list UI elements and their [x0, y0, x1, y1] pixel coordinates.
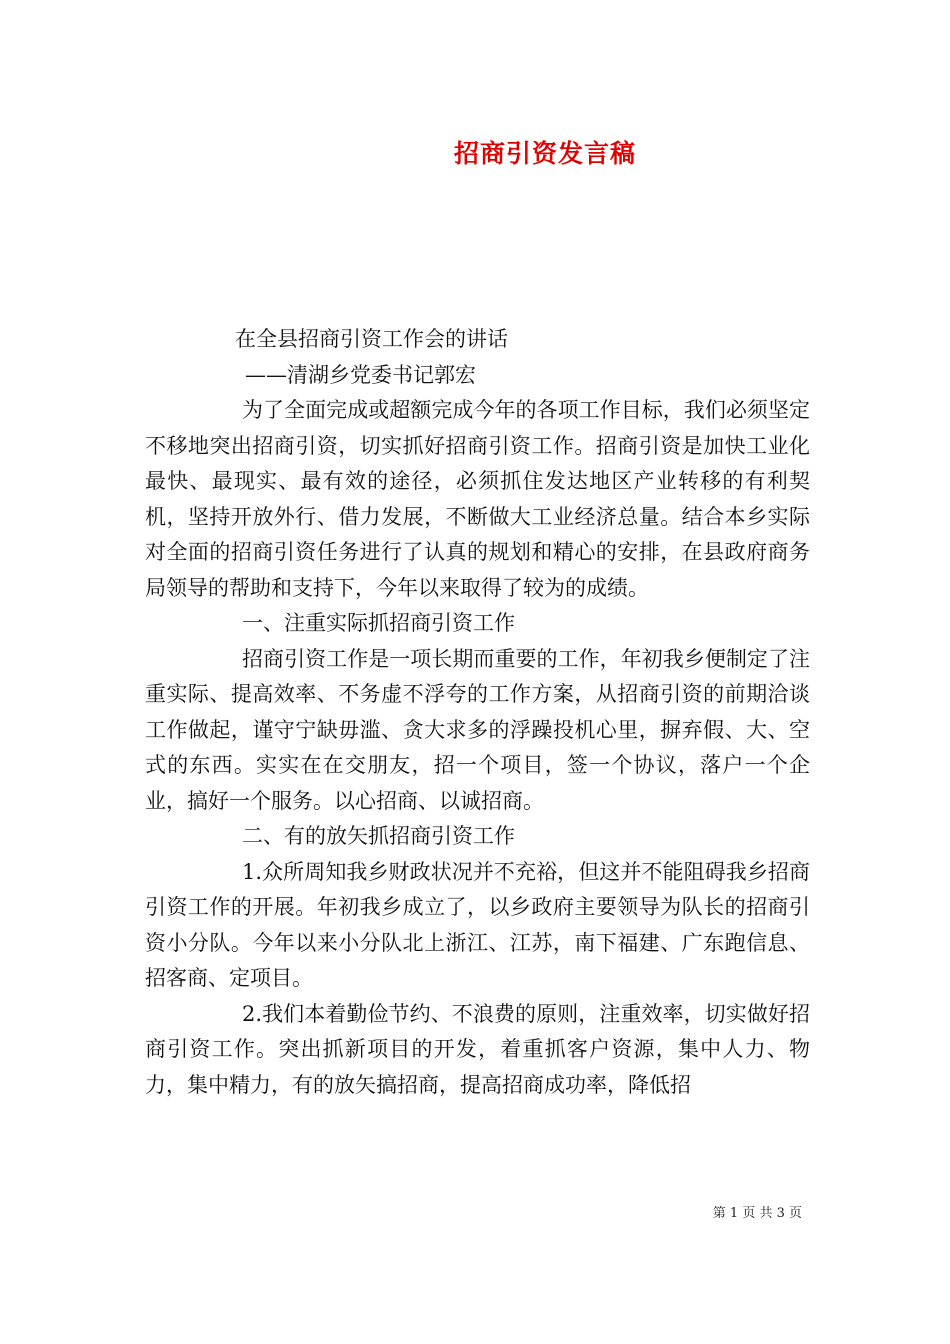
document-title: 招商引资发言稿	[453, 139, 636, 168]
page-footer: 第 1 页 共 3 页	[712, 1206, 802, 1221]
paragraph-intro: 为了全面完成或超额完成今年的各项工作目标，我们必须坚定不移地突出招商引资，切实抓好招商引资工作。招商引资是加快工业化最快、最现实、最有效的途径，必须抓住发达地区产业转移的有利契机，坚持开放外行、借力发展，不断做大工业经济总量。结合本乡实际对全面的招商引资任务进行了认真的规划和精心的安排，在县政府商务局领导的帮助和支持下，今年以来取得了较为的成绩。	[145, 398, 810, 600]
paragraph-item-1: 1.众所周知我乡财政状况并不充裕，但这并不能阻碍我乡招商引资工作的开展。年初我乡成立了，以乡政府主要领导为队长的招商引资小分队。今年以来小分队北上浙江、江苏，南下福建、广东跑信息、招客商、定项目。	[145, 859, 810, 990]
paragraph-item-2: 2.我们本着勤俭节约、不浪费的原则，注重效率，切实做好招商引资工作。突出抓新项目的开发，着重抓客户资源，集中人力、物力，集中精力，有的放矢搞招商，提高招商成功率，降低招	[145, 1001, 810, 1097]
speech-heading: 在全县招商引资工作会的讲话	[235, 327, 508, 351]
document-body	[145, 322, 810, 1103]
paragraph-section-1: 招商引资工作是一项长期而重要的工作，年初我乡便制定了注重实际、提高效率、不务虚不浮夸的工作方案，从招商引资的前期洽谈工作做起，谨守宁缺毋滥、贪大求多的浮躁投机心里，摒弃假、大、空式的东西。实实在在交朋友，招一个项目，签一个协议，落户一个企业，搞好一个服务。以心招商、以诚招商。	[145, 646, 810, 813]
speech-author: ——清湖乡党委书记郭宏	[245, 362, 476, 387]
section-heading-1: 一、注重实际抓招商引资工作	[242, 611, 515, 635]
section-heading-2: 二、有的放矢抓招商引资工作	[242, 824, 515, 848]
